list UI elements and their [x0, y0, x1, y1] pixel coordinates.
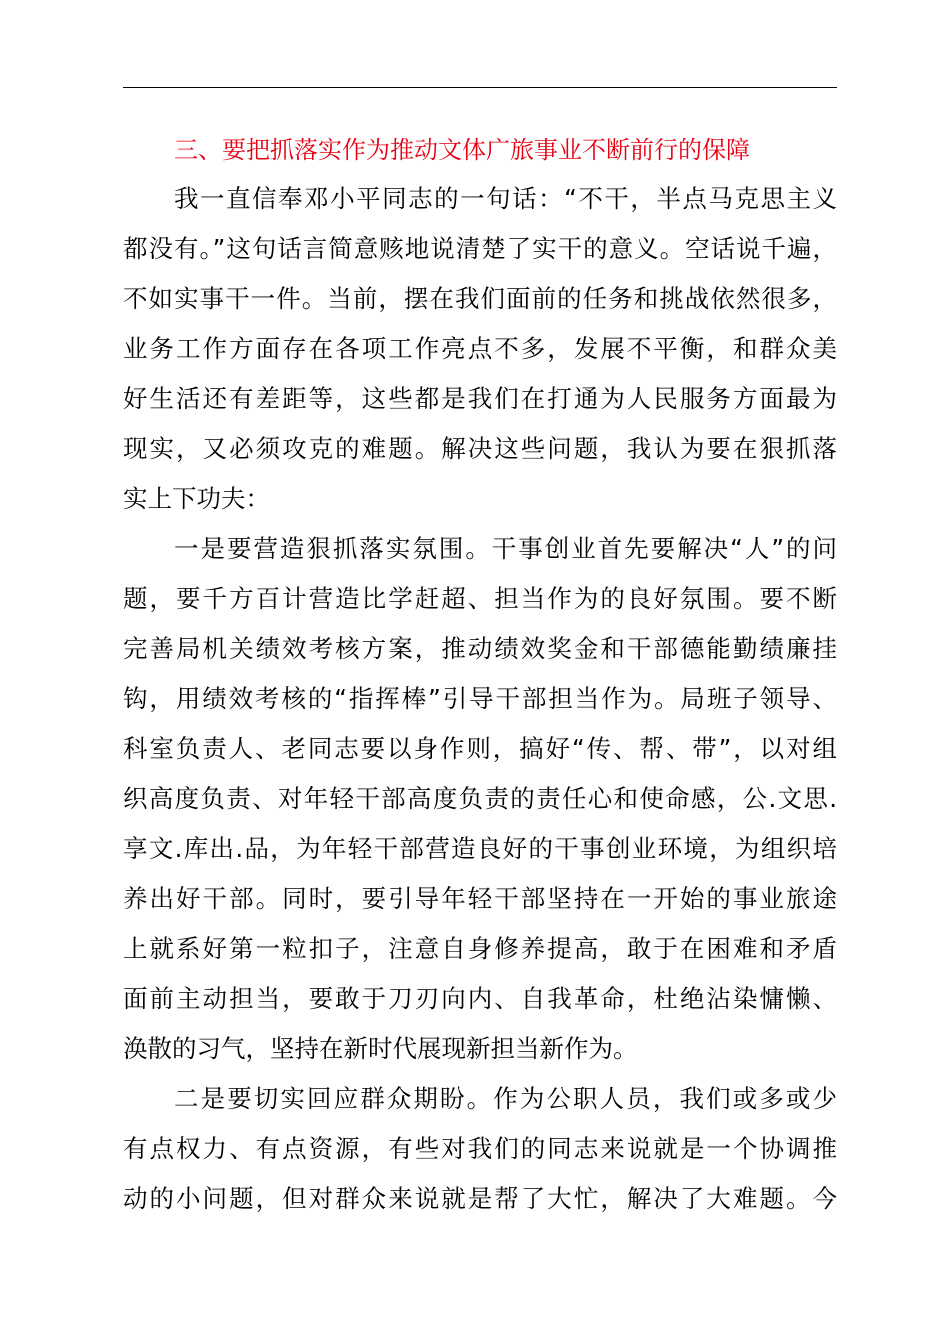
text-line: 实上下功夫： — [123, 484, 270, 513]
paragraph-intro — [123, 174, 837, 524]
text-line: 有点权力、有点资源，有些对我们的同志来说就是一个协调推 — [123, 1134, 837, 1163]
text-line: 享文.库出.品，为年轻干部营造良好的干事创业环境，为组织培 — [123, 834, 837, 863]
text-line: 养出好干部。同时，要引导年轻干部坚持在一开始的事业旅途 — [123, 884, 837, 913]
text-line: 现实，又必须攻克的难题。解决这些问题，我认为要在狠抓落 — [123, 434, 837, 463]
text-line: 完善局机关绩效考核方案，推动绩效奖金和干部德能勤绩廉挂 — [123, 634, 837, 663]
text-line: 涣散的习气，坚持在新时代展现新担当新作为。 — [123, 1034, 638, 1063]
header-rule — [123, 87, 837, 88]
text-line: 不如实事干一件。当前，摆在我们面前的任务和挑战依然很多， — [123, 284, 837, 313]
paragraph-point-two — [123, 1074, 837, 1224]
text-line: 好生活还有差距等，这些都是我们在打通为人民服务方面最为 — [123, 384, 837, 413]
document-body — [123, 126, 837, 1224]
text-line: 我一直信奉邓小平同志的一句话：“不干，半点马克思主义 — [174, 184, 837, 213]
text-line: 钩，用绩效考核的“指挥棒”引导干部担当作为。局班子领导、 — [123, 684, 837, 713]
section-heading: 三、要把抓落实作为推动文体广旅事业不断前行的保障 — [174, 136, 750, 164]
text-line: 科室负责人、老同志要以身作则，搞好“传、帮、带”，以对组 — [123, 734, 837, 763]
text-line: 上就系好第一粒扣子，注意自身修养提高，敢于在困难和矛盾 — [123, 934, 837, 963]
text-line: 一是要营造狠抓落实氛围。干事创业首先要解决“人”的问 — [174, 534, 837, 563]
text-line: 业务工作方面存在各项工作亮点不多，发展不平衡，和群众美 — [123, 334, 837, 363]
text-line: 织高度负责、对年轻干部高度负责的责任心和使命感，公.文思. — [123, 784, 837, 813]
text-line: 二是要切实回应群众期盼。作为公职人员，我们或多或少 — [174, 1084, 837, 1113]
text-line: 都没有。”这句话言简意赅地说清楚了实干的意义。空话说千遍， — [123, 234, 837, 263]
paragraph-point-one — [123, 524, 837, 1074]
text-line: 动的小问题，但对群众来说就是帮了大忙，解决了大难题。今 — [123, 1184, 837, 1213]
text-line: 面前主动担当，要敢于刀刃向内、自我革命，杜绝沾染慵懒、 — [123, 984, 837, 1013]
text-line: 题，要千方百计营造比学赶超、担当作为的良好氛围。要不断 — [123, 584, 837, 613]
